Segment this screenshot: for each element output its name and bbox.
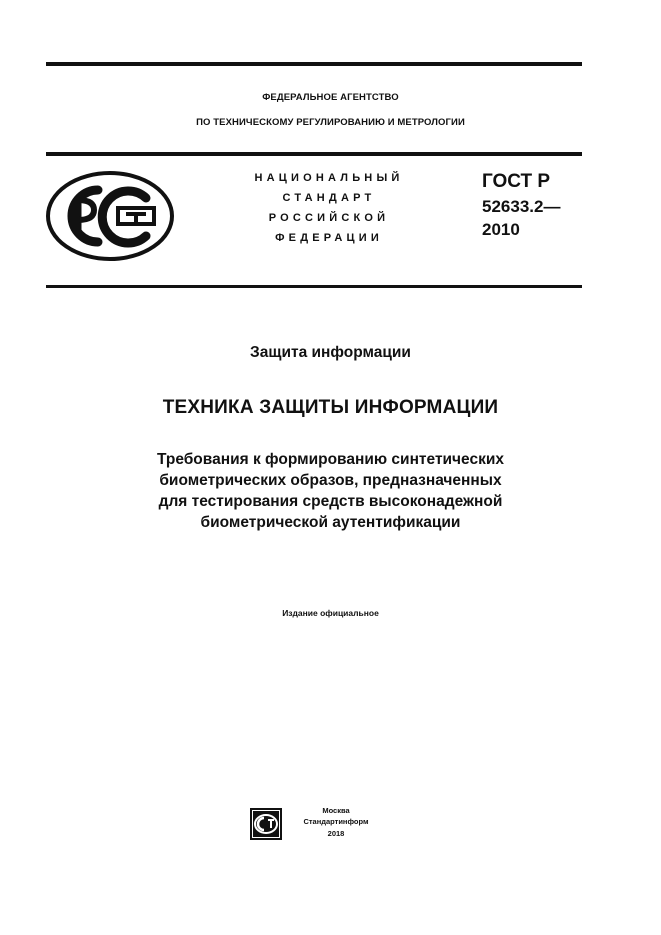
national-standard-line-2: СТАНДАРТ <box>282 192 376 204</box>
description-line: для тестирования средств высоконадежной <box>158 493 503 510</box>
middle-rule <box>46 152 582 156</box>
standartinform-logo-icon <box>250 808 282 840</box>
gost-designation-line-2: 52633.2— <box>482 197 561 216</box>
document-title: ТЕХНИКА ЗАЩИТЫ ИНФОРМАЦИИ <box>162 397 499 418</box>
description-line: биометрической аутентификации <box>200 514 461 531</box>
agency-name-line-1: ФЕДЕРАЛЬНОЕ АГЕНТСТВО <box>262 92 399 103</box>
edition-label: Издание официальное <box>282 608 379 618</box>
document-description <box>0 449 661 533</box>
description-line: биометрических образов, предназначенных <box>159 472 502 489</box>
publisher-city: Москва <box>322 806 350 815</box>
document-subject: Защита информации <box>250 344 411 361</box>
national-standard-line-1: НАЦИОНАЛЬНЫЙ <box>254 172 404 184</box>
description-line: Требования к формированию синтетических <box>156 451 505 468</box>
agency-name-line-2: ПО ТЕХНИЧЕСКОМУ РЕГУЛИРОВАНИЮ И МЕТРОЛОГИИ <box>196 117 465 128</box>
top-rule <box>46 62 582 66</box>
publisher-name: Стандартинформ <box>303 817 369 826</box>
lower-rule <box>46 285 582 288</box>
national-standard-line-3: РОССИЙСКОЙ <box>268 212 390 224</box>
national-standard-line-4: ФЕДЕРАЦИИ <box>275 232 383 244</box>
gost-designation-line-1: ГОСТ Р <box>482 171 551 192</box>
publication-year: 2018 <box>327 829 345 838</box>
rst-certification-mark-icon <box>46 170 174 262</box>
gost-designation-line-3: 2010 <box>482 220 520 239</box>
